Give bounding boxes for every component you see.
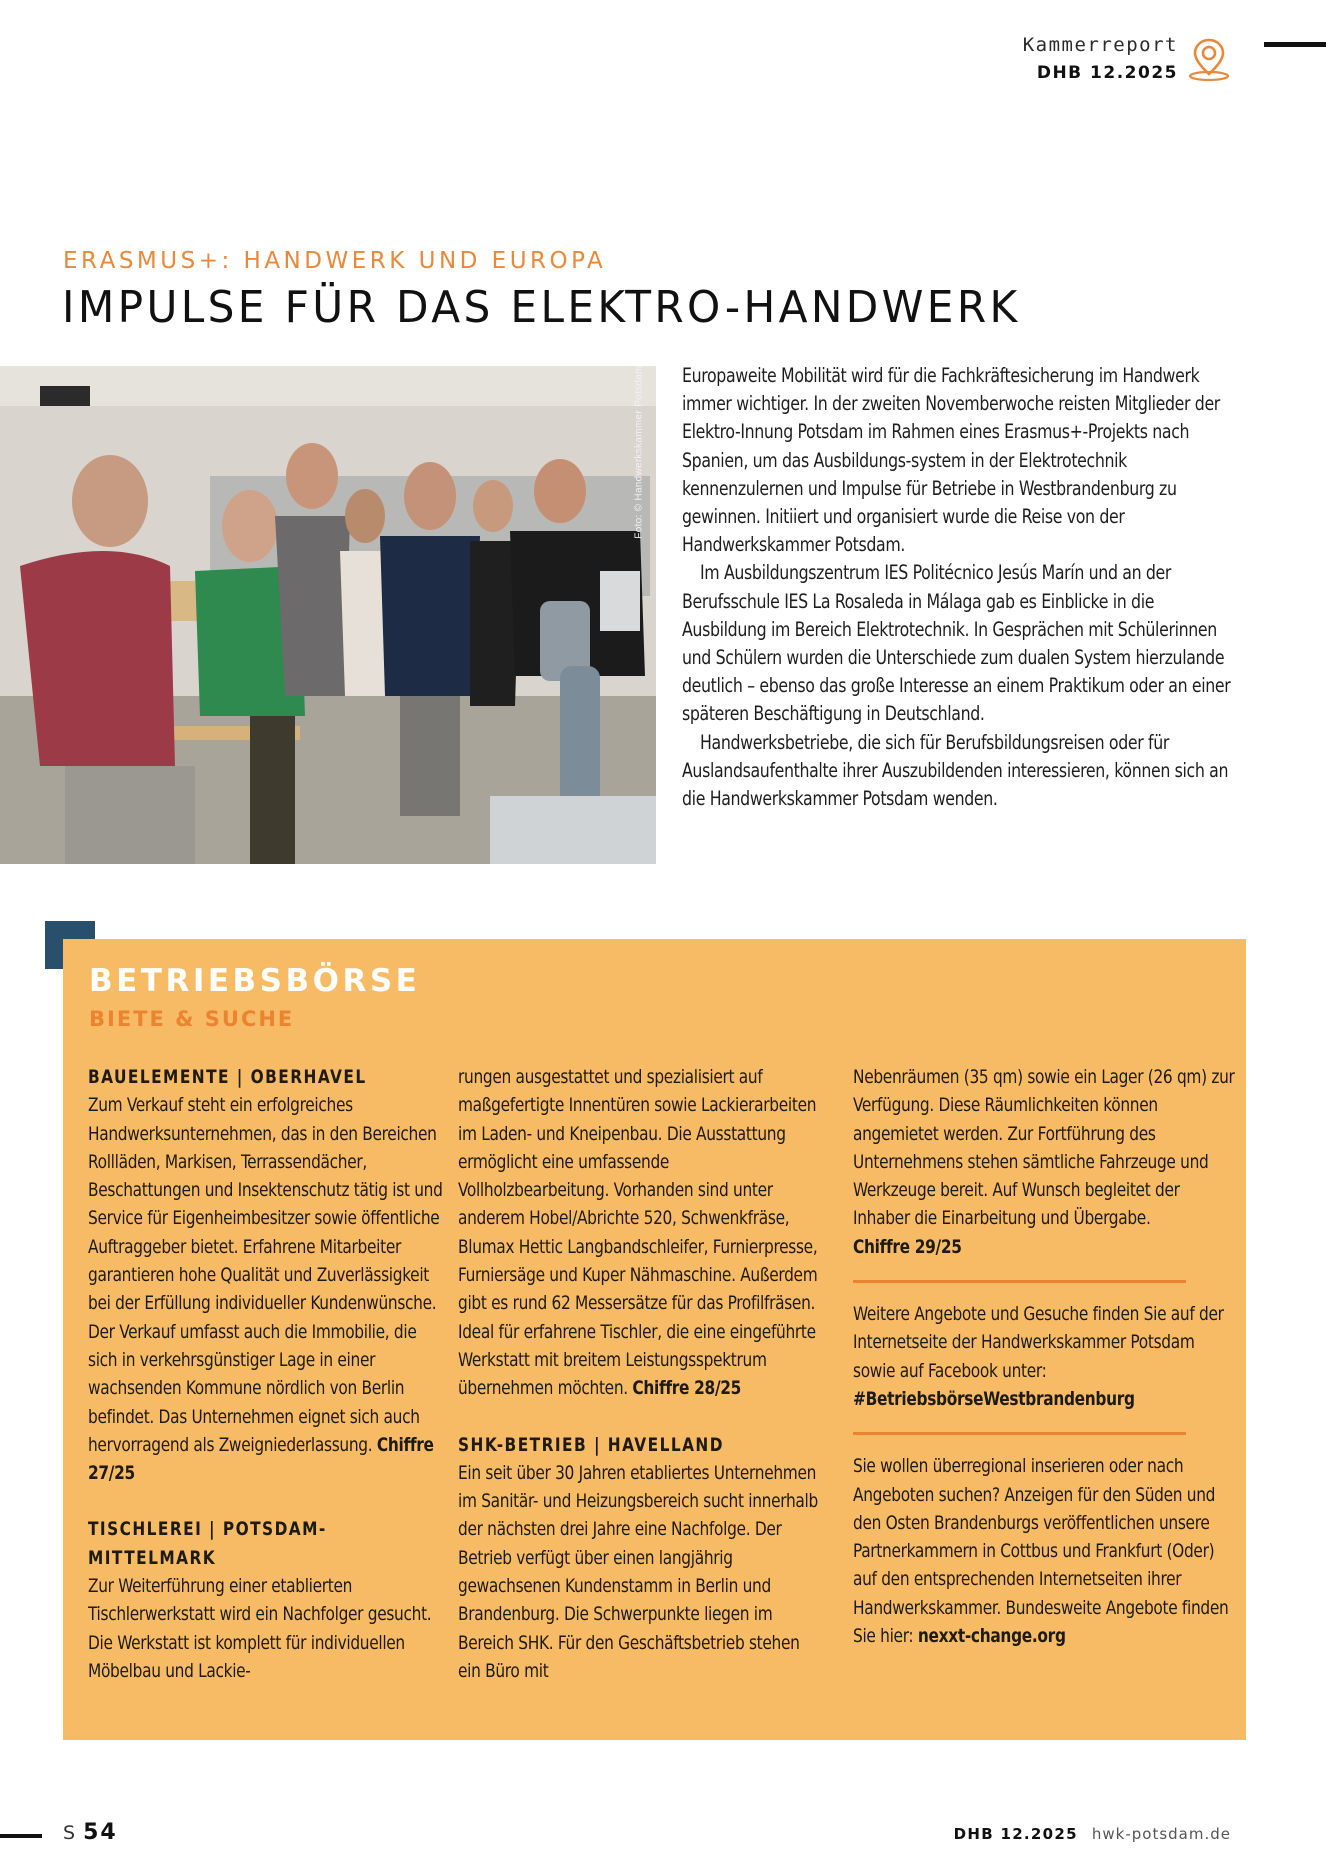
- location-pin-icon: [1187, 36, 1231, 84]
- ad-bauelemente: [88, 1063, 448, 1487]
- page-number-value: 54: [83, 1820, 118, 1845]
- ad-heading: BAUELEMENTE | OBERHAVEL: [88, 1066, 367, 1088]
- facebook-hashtag-link[interactable]: #BetriebsbörseWestbrandenburg: [853, 1387, 1135, 1410]
- ad-tischlerei: [88, 1515, 448, 1685]
- ad-heading: SHK-BETRIEB | HAVELLAND: [458, 1433, 724, 1456]
- page-prefix: S: [63, 1822, 77, 1844]
- info-text: Sie wollen überregional inserieren oder nach Angeboten suchen? Anzeigen für den Süden und den Osten Brandenburgs veröffentlichen unsere Partnerkammern in Cottbus und Frankfurt (Oder) auf den entsprechenden Internetseiten ihrer Handwerkskammer. Bundesweite Angebote finden Sie hier:: [853, 1455, 1229, 1648]
- nexxt-change-link[interactable]: nexxt-change.org: [917, 1625, 1066, 1648]
- column-3: [853, 1063, 1240, 1650]
- section-label: Kammerreport: [1022, 34, 1178, 56]
- page-number: [63, 1820, 118, 1845]
- betriebsboerse-box: [63, 939, 1246, 1740]
- ad-tischlerei-cont: [458, 1063, 818, 1403]
- ad-chiffre: Chiffre 28/25: [632, 1377, 742, 1400]
- ad-text: Zum Verkauf steht ein erfolgreiches Handwerksunternehmen, das in den Bereichen Rollläden, Markisen, Terrassendächer, Beschattungen und Insektenschutz tätig ist und Service für Eigenheimbesitzer sowie öffentliche Auftraggeber bietet. Erfahrene Mitarbeiter garantieren hohe Qualität und Zuverlässigkeit bei der Erfüllung individueller Kundenwünsche. Der Verkauf umfasst auch die Immobilie, die sich in verkehrsgünstiger Lage in einer wachsenden Kommune nördlich von Berlin befindet. Das Unternehmen eignet sich auch hervorragend als Zweigniederlassung.: [88, 1094, 443, 1456]
- article-paragraph: Europaweite Mobilität wird für die Fachkräftesicherung im Handwerk immer wichtiger. In der zweiten Novemberwoche reisten Mitglieder der Elektro-Innung Potsdam im Rahmen eines Erasmus+-Projekts nach Spanien, um das Ausbildungs-system in der Elektrotechnik kennenzulernen und Impulse für Betriebe in Westbrandenburg zu gewinnen. Initiiert und organisiert wurde die Reise von der Handwerkskammer Potsdam.: [682, 364, 1220, 557]
- footer-rule: [0, 1834, 42, 1838]
- issue-label: DHB 12.2025: [1036, 63, 1178, 83]
- info-text: Weitere Angebote und Gesuche finden Sie auf der Internetseite der Handwerkskammer Potsdam sowie auf Facebook unter:: [853, 1303, 1224, 1382]
- article-title: IMPULSE FÜR DAS ELEKTRO-HANDWERK: [62, 282, 1021, 333]
- photo-credit: Foto: © Handwerkskammer Potsdam: [633, 365, 645, 539]
- ad-shk-betrieb: [458, 1431, 818, 1686]
- column-1: [88, 1063, 448, 1685]
- orange-divider: [853, 1432, 1186, 1435]
- ad-chiffre: Chiffre 29/25: [853, 1235, 962, 1258]
- article-kicker: ERASMUS+: HANDWERK UND EUROPA: [63, 248, 607, 274]
- footer-website-link[interactable]: hwk-potsdam.de: [1091, 1825, 1231, 1843]
- footer-right: [954, 1825, 1231, 1843]
- ad-text: Zur Weiterführung einer etablierten Tischlerwerkstatt wird ein Nachfolger gesucht. Die Werkstatt ist komplett für individuellen Möbelbau und Lackie-: [88, 1575, 432, 1682]
- ad-shk-betrieb-cont: [853, 1063, 1240, 1261]
- ad-heading: TISCHLEREI | POTSDAM-MITTELMARK: [88, 1518, 327, 1569]
- box-title: BETRIEBSBÖRSE: [89, 963, 421, 999]
- info-national: [853, 1452, 1240, 1650]
- article-photo: [0, 366, 656, 864]
- footer-issue: DHB 12.2025: [953, 1825, 1078, 1843]
- ad-text: Ein seit über 30 Jahren etabliertes Unternehmen im Sanitär- und Heizungsbereich sucht innerhalb der nächsten drei Jahre eine Nachfolge. Der Betrieb verfügt über einen langjährig gewachsenen Kundenstamm in Berlin und Brandenburg. Die Schwerpunkte liegen im Bereich SHK. Für den Geschäftsbetrieb stehen ein Büro mit: [458, 1461, 818, 1682]
- box-subtitle: BIETE & SUCHE: [89, 1007, 295, 1031]
- ad-text: rungen ausgestattet und spezialisiert auf maßgefertigte Innentüren sowie Lackierarbeiten im Laden- und Kneipenbau. Die Ausstattung ermöglicht eine umfassende Vollholzbearbeitung. Vorhanden sind unter anderem Hobel/Abrichte 520, Schwenkfräse, Blumax Hettic Langbandschleifer, Furnierpresse, Furniersäge und Kuper Nähmaschine. Außerdem gibt es rund 62 Messersätze für das Profilfräsen. Ideal für erfahrene Tischler, die eine eingeführte Werkstatt mit breitem Leistungsspektrum übernehmen möchten.: [458, 1066, 818, 1400]
- page-header: [806, 30, 1326, 90]
- header-rule: [1264, 42, 1326, 47]
- article-paragraph: Handwerksbetriebe, die sich für Berufsbildungsreisen oder für Auslandsaufenthalte ihrer Auszubildenden interessieren, können sich an die Handwerkskammer Potsdam wenden.: [682, 730, 1229, 811]
- ad-text: Nebenräumen (35 qm) sowie ein Lager (26 qm) zur Verfügung. Diese Räumlichkeiten können angemietet werden. Zur Fortführung des Unternehmens stehen sämtliche Fahrzeuge und Werkzeuge bereit. Auf Wunsch begleitet der Inhaber die Einarbeitung und Übergabe.: [853, 1066, 1235, 1230]
- ad-chiffre: Chiffre 27/25: [88, 1433, 434, 1485]
- article-body: [682, 362, 1234, 813]
- orange-divider: [853, 1280, 1186, 1283]
- info-more-offers: [853, 1300, 1240, 1413]
- column-2: [458, 1063, 818, 1685]
- article-paragraph: Im Ausbildungszentrum IES Politécnico Jesús Marín und an der Berufsschule IES La Rosaleda in Málaga gab es Einblicke in die Ausbildung im Bereich Elektrotechnik. In Gesprächen mit Schülerinnen und Schülern wurden die Unterschiede zum dualen System hierzulande deutlich – ebenso das große Interesse an einem Praktikum oder an einer späteren Beschäftigung in Deutschland.: [682, 561, 1231, 726]
